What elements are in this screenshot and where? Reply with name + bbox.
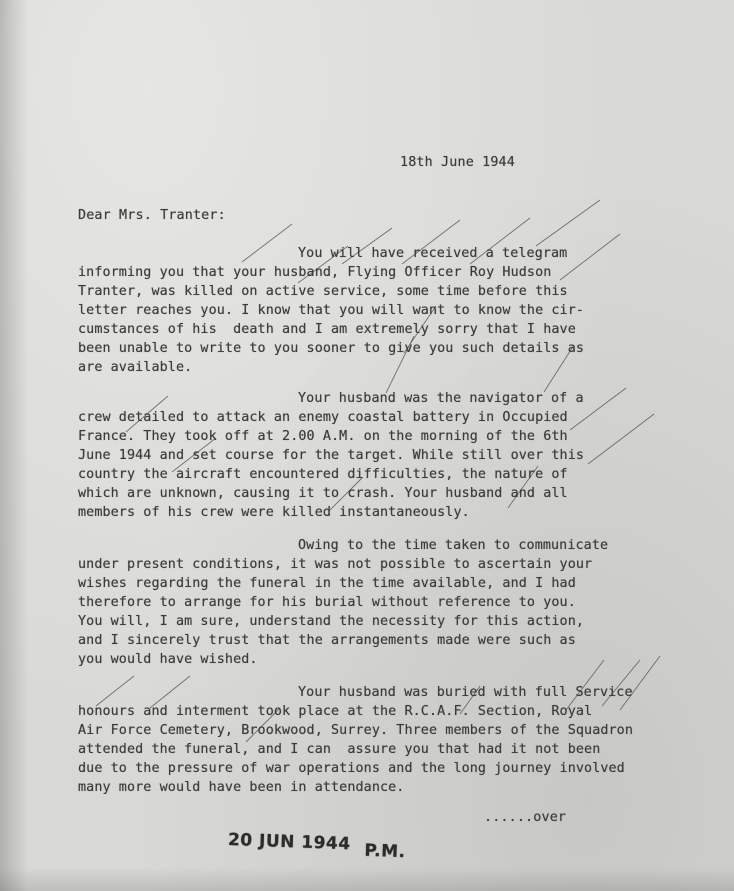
paragraph-line: due to the pressure of war operations and the long journey involved <box>78 761 625 776</box>
paragraph-line: Air Force Cemetery, Brookwood, Surrey. Three members of the Squadron <box>78 723 634 738</box>
paragraph-line: attended the funeral, and I can assure you that had it not been <box>78 742 601 757</box>
stamp-date: 20 JUN 1944 <box>227 830 351 855</box>
page-bottom-shadow <box>0 867 734 891</box>
paragraph-line: Owing to the time taken to communicate <box>298 538 609 553</box>
stamp-time: P.M. <box>364 840 406 863</box>
page-edge-shadow <box>0 0 28 891</box>
paragraph-line: been unable to write to you sooner to give you such details as <box>78 341 585 356</box>
paragraph-line: you would have wished. <box>78 652 258 667</box>
paragraph-line: therefore to arrange for his burial without reference to you. <box>78 595 576 610</box>
paragraph-line: and I sincerely trust that the arrangements made were such as <box>78 633 576 648</box>
paragraph-line: country the aircraft encountered difficulties, the nature of <box>78 467 568 482</box>
paragraph-line: honours and interment took place at the R.C.A.F. Section, Royal <box>78 704 593 719</box>
paragraph-line: wishes regarding the funeral in the time available, and I had <box>78 576 576 591</box>
received-date-stamp <box>227 830 406 863</box>
paragraph-line: Your husband was the navigator of a <box>298 391 584 406</box>
paragraph-line: Your husband was buried with full Service <box>298 685 633 700</box>
continuation-note: ......over <box>484 810 567 825</box>
paragraph-funeral-arrangements <box>78 536 608 669</box>
paragraph-line: under present conditions, it was not possible to ascertain your <box>78 557 593 572</box>
paragraph-line: members of his crew were killed instantaneously. <box>78 505 470 520</box>
paragraph-line: June 1944 and set course for the target. While still over this <box>78 448 585 463</box>
paragraph-burial <box>78 683 633 797</box>
paragraph-line: crew detailed to attack an enemy coastal battery in Occupied <box>78 410 568 425</box>
paragraph-mission <box>78 389 584 522</box>
paragraph-line: You will, I am sure, understand the necessity for this action, <box>78 614 585 629</box>
paragraph-line: are available. <box>78 360 193 375</box>
paragraph-line: You will have received a telegram <box>298 246 568 261</box>
paragraph-line: informing you that your husband, Flying Officer Roy Hudson <box>78 265 552 280</box>
paragraph-telegram <box>78 244 584 377</box>
paragraph-line: France. They took off at 2.00 A.M. on the morning of the 6th <box>78 429 568 444</box>
paragraph-line: many more would have been in attendance. <box>78 780 405 795</box>
paragraph-line: which are unknown, causing it to crash. Your husband and all <box>78 486 568 501</box>
salutation: Dear Mrs. Tranter: <box>78 208 226 223</box>
paragraph-line: cumstances of his death and I am extremely sorry that I have <box>78 322 576 337</box>
paragraph-line: Tranter, was killed on active service, some time before this <box>78 284 568 299</box>
letter-date: 18th June 1944 <box>400 155 515 170</box>
paragraph-line: letter reaches you. I know that you will want to know the cir- <box>78 303 585 318</box>
